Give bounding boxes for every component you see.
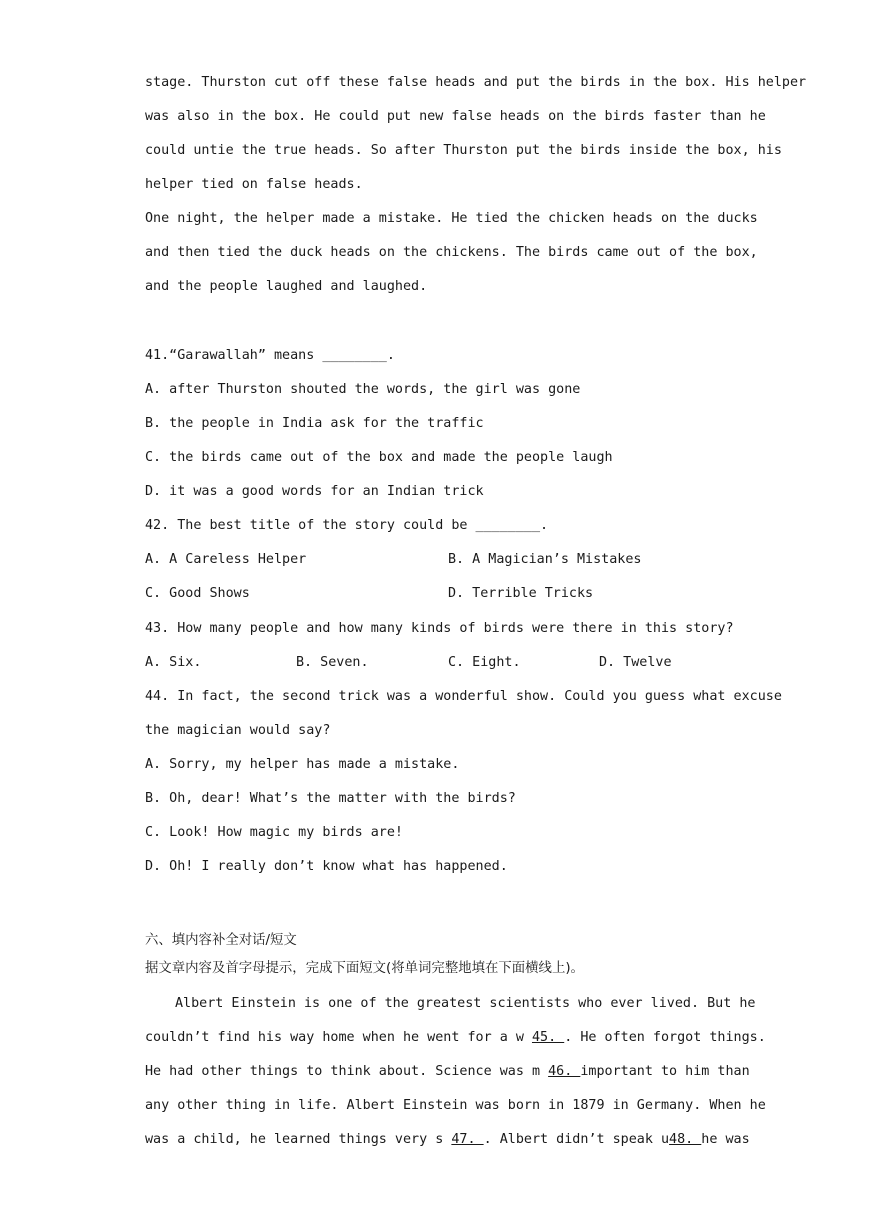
passage-line: any other thing in life. Albert Einstein was born in 1879 in Germany. When he — [145, 1098, 766, 1113]
question-42-stem: 42. The best title of the story could be ________. — [145, 518, 549, 533]
question-41-option-c: C. the birds came out of the box and made the people laugh — [145, 450, 613, 465]
passage-line: was also in the box. He could put new false heads on the birds faster than he — [145, 109, 766, 124]
question-43-option-c: C. Eight. — [448, 655, 521, 670]
question-44-option-c: C. Look! How magic my birds are! — [145, 825, 403, 840]
section-instruction: 据文章内容及首字母提示，完成下面短文(将单词完整地填在下面横线上)。 — [145, 961, 584, 976]
passage-text: . Albert didn’t speak u — [483, 1132, 670, 1147]
question-43-option-b: B. Seven. — [296, 655, 369, 670]
passage-line: could untie the true heads. So after Thurston put the birds inside the box, his — [145, 143, 782, 158]
section-heading: 六、填内容补全对话/短文 — [145, 933, 297, 948]
blank-48[interactable]: 48. — [669, 1132, 702, 1147]
question-42-option-b: B. A Magician’s Mistakes — [448, 552, 642, 567]
blank-47[interactable]: 47. — [451, 1132, 484, 1147]
passage-text: He had other things to think about. Science was m — [145, 1064, 549, 1079]
question-41-option-b: B. the people in India ask for the traffic — [145, 416, 484, 431]
question-43-option-a: A. Six. — [145, 655, 202, 670]
question-41-option-a: A. after Thurston shouted the words, the girl was gone — [145, 382, 581, 397]
passage-line: stage. Thurston cut off these false heads and put the birds in the box. His helper — [145, 75, 807, 90]
question-44-stem-cont: the magician would say? — [145, 723, 331, 738]
question-41-option-d: D. it was a good words for an Indian trick — [145, 484, 484, 499]
passage-text: was a child, he learned things very s — [145, 1132, 452, 1147]
question-42-option-c: C. Good Shows — [145, 586, 250, 601]
question-43-stem: 43. How many people and how many kinds of birds were there in this story? — [145, 621, 734, 636]
passage-text: couldn’t find his way home when he went for a w — [145, 1030, 532, 1045]
passage-text: he was — [701, 1132, 750, 1147]
question-44-option-a: A. Sorry, my helper has made a mistake. — [145, 757, 460, 772]
passage-text: important to him than — [580, 1064, 750, 1079]
passage-line: One night, the helper made a mistake. He tied the chicken heads on the ducks — [145, 211, 758, 226]
passage-line-blank-45 — [145, 1028, 766, 1048]
passage-line: and then tied the duck heads on the chickens. The birds came out of the box, — [145, 245, 758, 260]
question-42-option-a: A. A Careless Helper — [145, 552, 307, 567]
passage-line: helper tied on false heads. — [145, 177, 363, 192]
blank-46[interactable]: 46. — [548, 1064, 581, 1079]
question-43-option-d: D. Twelve — [599, 655, 672, 670]
passage-line-blank-47-48 — [145, 1130, 750, 1150]
passage-line: Albert Einstein is one of the greatest scientists who ever lived. But he — [175, 996, 756, 1011]
blank-45[interactable]: 45. — [531, 1030, 565, 1045]
question-42-option-d: D. Terrible Tricks — [448, 586, 594, 601]
question-44-option-d: D. Oh! I really don’t know what has happened. — [145, 859, 508, 874]
question-44-stem: 44. In fact, the second trick was a wonderful show. Could you guess what excuse — [145, 689, 782, 704]
passage-line: and the people laughed and laughed. — [145, 279, 428, 294]
question-41-stem: 41.“Garawallah” means ________. — [145, 348, 395, 363]
question-44-option-b: B. Oh, dear! What’s the matter with the birds? — [145, 791, 516, 806]
passage-text: . He often forgot things. — [564, 1030, 766, 1045]
passage-line-blank-46 — [145, 1062, 750, 1082]
